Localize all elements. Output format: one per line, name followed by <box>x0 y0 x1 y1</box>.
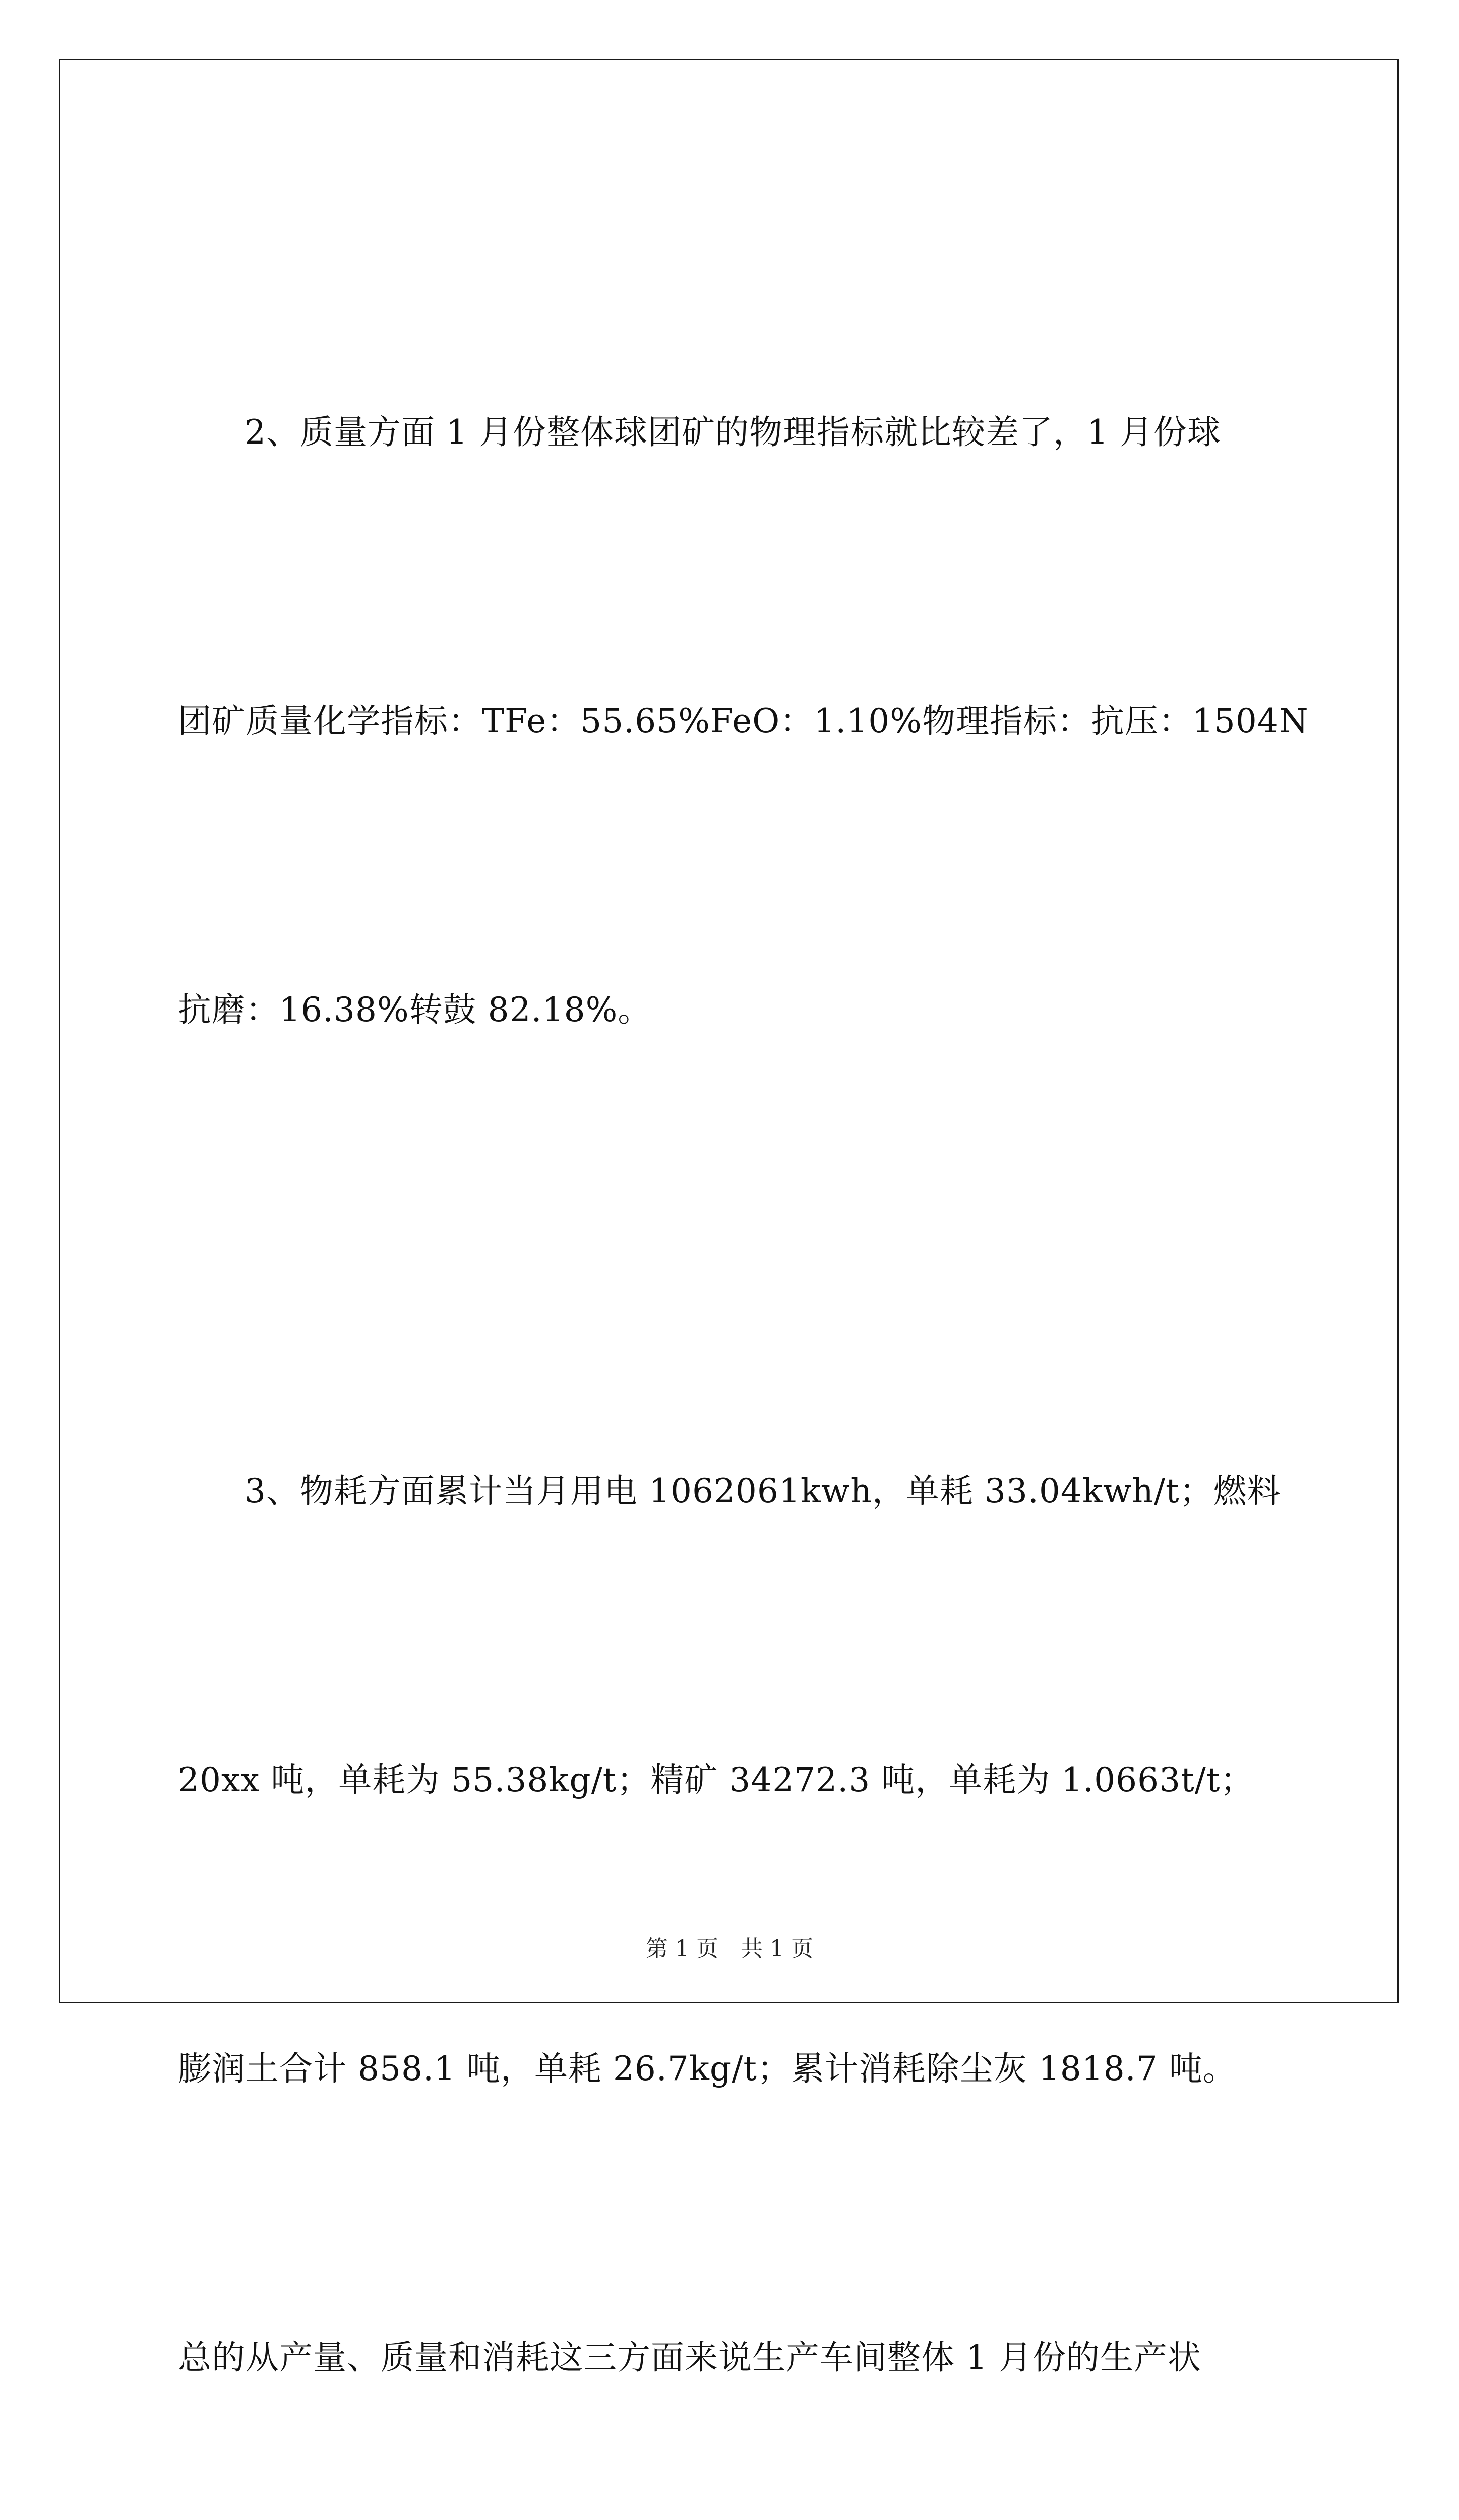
text-line: 3、物耗方面累计当月用电 1062061kwh，单耗 33.04kwh/t；燃料 <box>245 1472 1281 1510</box>
text-line: 2、质量方面 1 月份整体球团矿的物理指标就比较差了，1 月份球 <box>245 413 1221 452</box>
text-line: 20xx 吨，单耗为 55.38kg/t；精矿 34272.3 吨，单耗为 1.0663t/t； <box>178 1760 1254 1799</box>
text-line: 总的从产量、质量和消耗这三方面来说生产车间整体 1 月份的生产状 <box>178 2338 1201 2377</box>
page-number-footer: 第 1 页 共 1 页 <box>646 1936 813 1962</box>
text-line: 抗磨：16.38%转鼓 82.18%。 <box>178 990 652 1029</box>
text-line: 团矿质量化学指标：TFe：55.65%FeO：1.10%物理指标：抗压：1504N <box>178 702 1309 740</box>
text-line: 膨润土合计 858.1 吨，单耗 26.7kg/t；累计消耗除尘灰 1818.7 吨。 <box>178 2049 1237 2088</box>
paragraph-consumption <box>178 1250 1287 2520</box>
paragraph-quality <box>178 192 1309 1250</box>
document-body <box>178 192 1309 2520</box>
